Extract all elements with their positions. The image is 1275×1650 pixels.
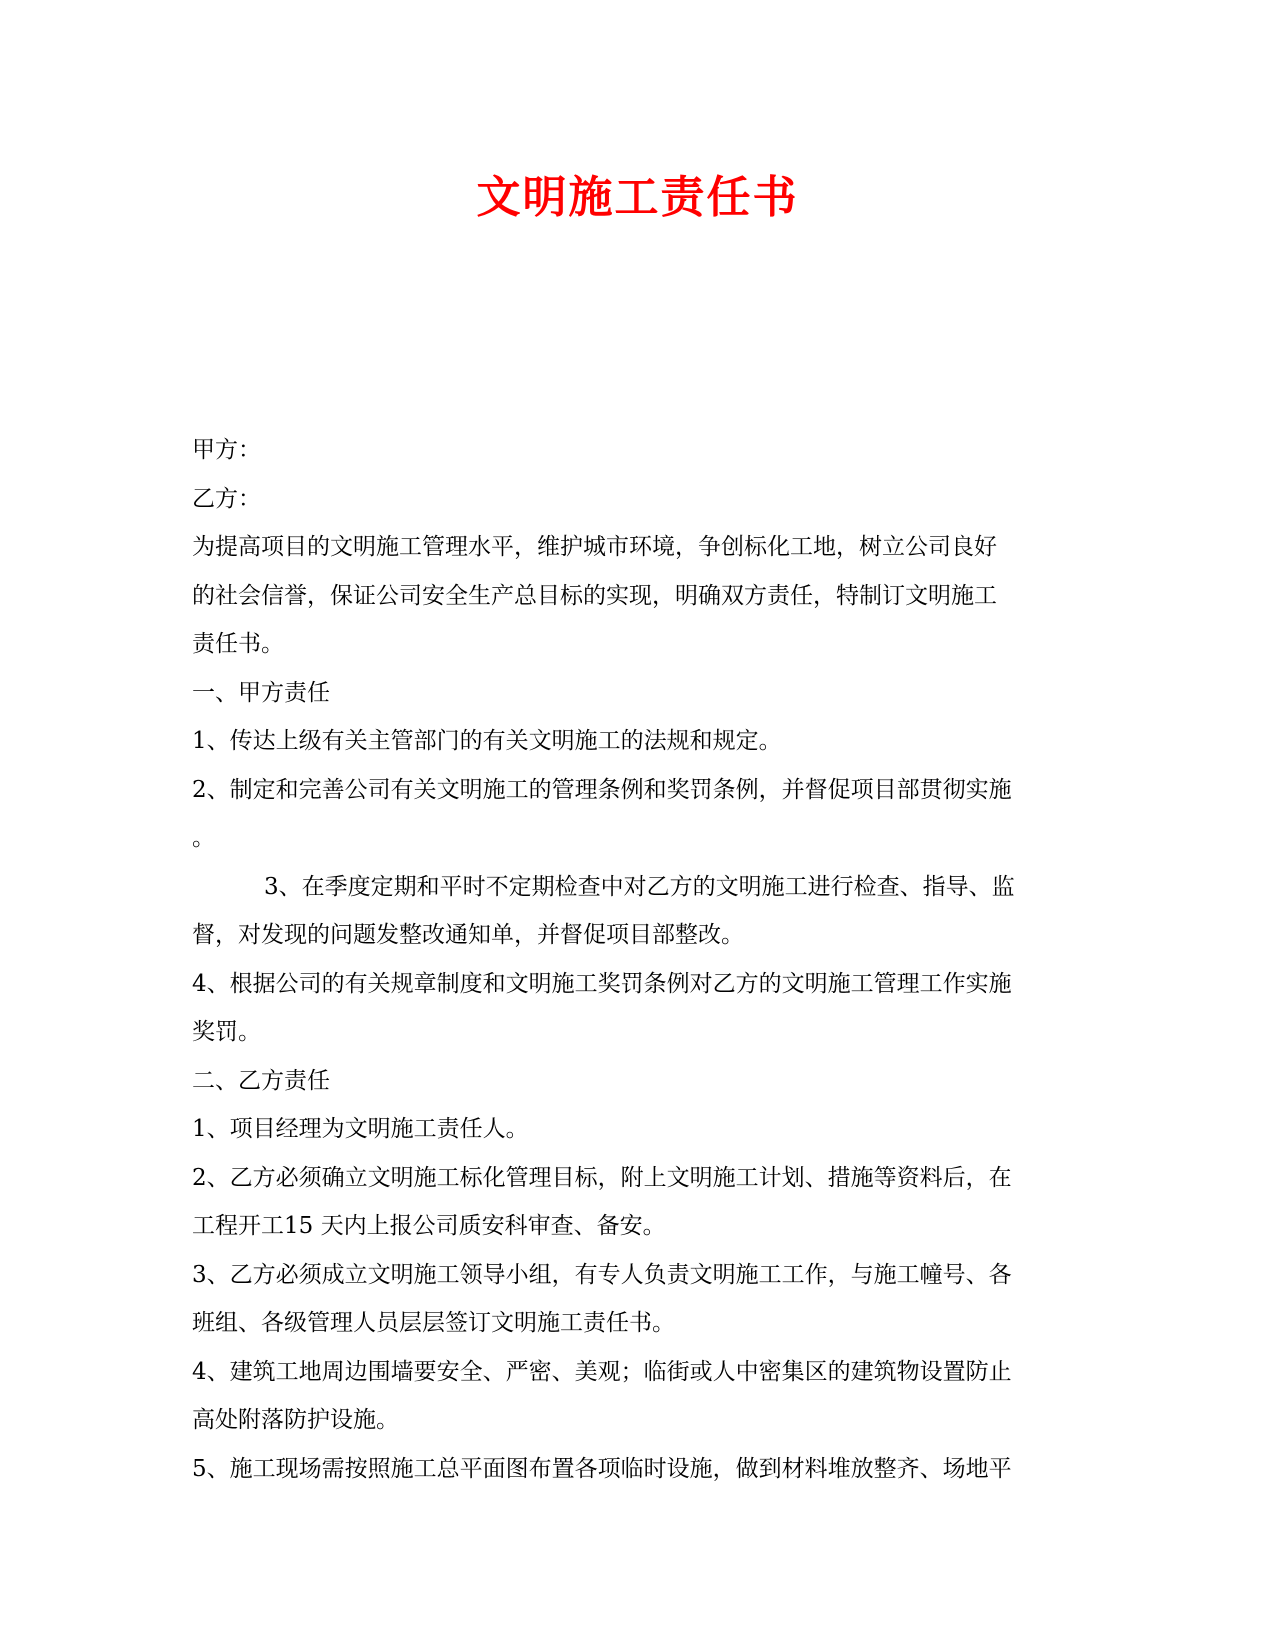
paragraph-line: 责任书。 bbox=[192, 631, 284, 657]
list-item: 3、乙方必须成立文明施工领导小组，有专人负责文明施工工作，与施工幢号、各 bbox=[192, 1261, 1012, 1288]
document-body bbox=[192, 426, 1084, 1493]
paragraph-line: 为提高项目的文明施工管理水平，维护城市环境，争创标化工地，树立公司良好 bbox=[192, 534, 997, 560]
party-a-line: 甲方： bbox=[192, 437, 261, 463]
list-item-continuation: 班组、各级管理人员层层签订文明施工责任书。 bbox=[192, 1310, 675, 1336]
list-item: 1、项目经理为文明施工责任人。 bbox=[192, 1116, 529, 1142]
list-item-continuation: 。 bbox=[192, 825, 215, 851]
party-b-line: 乙方： bbox=[192, 485, 261, 512]
document-title: 文明施工责任书 bbox=[476, 172, 799, 223]
list-item: 2、乙方必须确立文明施工标化管理目标，附上文明施工计划、措施等资料后，在 bbox=[192, 1164, 1012, 1191]
section-heading-party-b: 二、乙方责任 bbox=[192, 1067, 330, 1094]
list-item-continuation: 高处附落防护设施。 bbox=[192, 1407, 399, 1433]
list-item: 5、施工现场需按照施工总平面图布置各项临时设施，做到材料堆放整齐、场地平 bbox=[192, 1455, 1012, 1482]
list-item-continuation: 督，对发现的问题发整改通知单，并督促项目部整改。 bbox=[192, 922, 744, 948]
list-item-continuation: 奖罚。 bbox=[192, 1019, 261, 1045]
list-item: 2、制定和完善公司有关文明施工的管理条例和奖罚条例，并督促项目部贯彻实施 bbox=[192, 776, 1012, 803]
list-item-continuation: 工程开工15 天内上报公司质安科审查、备安。 bbox=[192, 1213, 666, 1239]
list-item: 1、传达上级有关主管部门的有关文明施工的法规和规定。 bbox=[192, 728, 782, 754]
list-item: 3、在季度定期和平时不定期检查中对乙方的文明施工进行检查、指导、监 bbox=[264, 873, 1015, 900]
section-heading-party-a: 一、甲方责任 bbox=[192, 679, 330, 706]
list-item: 4、根据公司的有关规章制度和文明施工奖罚条例对乙方的文明施工管理工作实施 bbox=[192, 970, 1012, 997]
paragraph-line: 的社会信誉，保证公司安全生产总目标的实现，明确双方责任，特制订文明施工 bbox=[192, 582, 997, 609]
list-item: 4、建筑工地周边围墙要安全、严密、美观；临街或人中密集区的建筑物设置防止 bbox=[192, 1358, 1012, 1385]
